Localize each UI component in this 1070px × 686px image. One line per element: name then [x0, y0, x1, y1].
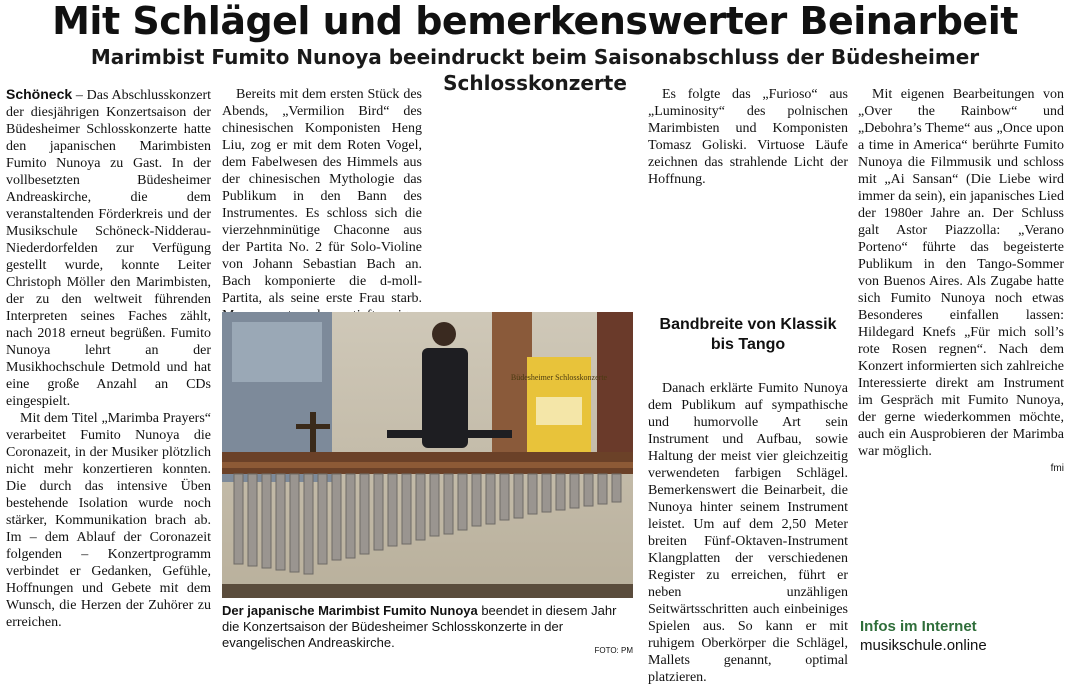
caption-bold: Der japanische Marimbist Fumito Nunoya: [222, 603, 478, 618]
photo-credit: FOTO: PM: [594, 646, 633, 655]
poster-text: Büdesheimer Schlosskonzerte: [510, 373, 608, 382]
article-column-4: [648, 86, 848, 308]
musician-head: [432, 322, 456, 346]
paragraph-3: Bereits mit dem ersten Stück des Abends, „Vermilion Bird“ des chinesischen Komponisten Heng Liu, zog er mit dem Roten Vogel, dem Fabelwesen des Himmels aus der chinesischen Mythologie das Publikum in den Bann des Instrumentes. Es schloss sich die vierzehnminütige Chaconne aus der Partita No. 2 für Solo-Violine von Johann Sebastian Bach an. Bach komponierte die d-moll-Partita, als seine erste Frau starb.: [222, 87, 422, 306]
paragraph-4: Es folgte das „Furioso“ aus „Luminosity“ des polnischen Marimbisten und Komponisten Tomasz Goliski. Virtuose Läufe zeichnen das strahlende Licht der Hoffnung.: [648, 87, 848, 187]
paragraph-6: Mit eigenen Bearbeitungen von „Over the Rainbow“ und „Debohra’s Theme“ aus „Once upon a time in America“ berührte Fumito Nunoya die Filmmusik und schloss mit „Ai Sansan“ (Die Liebe wird immer da sein), ein japanisches Lied der 1980er Jahre an. Der Schluss galt Astor Piazzolla: „Verano Porteno“ führte das begeisterte Publikum in den Tango-Sommer von Buenos Aires. Als Zugabe hatte sich Fumito Nunoya noch etwas Besonderes einfallen lassen: Hildegard Knefs „Für mich soll’s rote Rosen regnen“. Nach dem Konzert informierten sich zahlreiche Interessierte direkt am Instrument im Gespräch mit Fumito Nunoya, der gerne wiederkommen möchte, auch ein Ausprobieren der Marimba war möglich.: [858, 87, 1064, 459]
paragraph-2: Mit dem Titel „Marimba Prayers“ verarbeitet Fumito Nunoya die Coronazeit, in der Musiker plötzlich nicht mehr konzertieren konnten. Die durch das intensive Üben bestehende Isolation wurde noch stärker, Kommunikation brach ab. Im – dem Ablauf der Coronazeit folgenden – Konzertprogramm verbindet er Gedanken, Gefühle, Hoffnungen und Gebete mit dem Wunsch, die Herzen der Zuhörer zu erreichen.: [6, 411, 211, 630]
author-initials: fmi: [1050, 463, 1064, 474]
paragraph-5: Danach erklärte Fumito Nunoya dem Publikum auf sympathische und humorvolle Art sein Instrument und Aufbau, sowie Haltung der meist vier gleichzeitig verwendeten farbigen Schlägel. Bemerkenswert die Beinarbeit, die Nunoya hinter seinem Instrument leistet. Um auf dem 2,50 Meter breiten Fünf-Oktaven-Instrument Klangplatten der verschiedenen Register zu erreichen, führt er neben unzähligen Seitwärtsschritten auch einbeiniges Spielen aus. So kann er mit ruhigem Oberkörper die Schlägel, Mallets genannt, optimal platzieren.: [648, 381, 848, 685]
article-column-3: [428, 86, 636, 308]
article-column-4-bottom: [648, 380, 848, 685]
article-photo: [222, 312, 633, 598]
info-box-title: Infos im Internet: [860, 618, 977, 635]
section-subheading: Bandbreite von Klassik bis Tango: [659, 316, 837, 353]
musician-body: [422, 348, 468, 448]
photo-caption: [222, 603, 633, 651]
paragraph-1-text: – Das Abschlusskonzert der diesjährigen Konzertsaison der Büdesheimer Schlosskonzerte hatte den japanischen Marimbisten Fumito Nunoya zu Gast. In der vollbesetzten Büdesheimer Andreaskirche, die dem veranstaltenden Förderkreis und der Musikschule Schöneck-Nidderau-Niederdorfelden zur Verfügung gestellt wurde, konnte Leiter Christoph Möller den Marimbisten, der zu den weltweit führenden Interpreten seines Faches zählt, nach 2018 erneut begrüßen. Fumito Nunoya lehrt an der Musikhochschule Detmold und hat eine große Anzahl an CDs eingespielt.: [6, 88, 211, 409]
subheadline: Marimbist Fumito Nunoya beeindruckt beim Saisonabschluss der Büdesheimer Schlosskonzerte: [90, 45, 980, 95]
wood-panel: [492, 312, 532, 462]
headline: Mit Schlägel und bemerkenswerter Beinarbeit: [52, 0, 1018, 43]
marimba-photo-illustration: [222, 312, 633, 598]
article-column-2: [222, 86, 422, 308]
dateline: Schöneck: [6, 86, 73, 102]
article-column-5: [858, 86, 1064, 666]
article-column-1: [6, 86, 211, 666]
info-url-link[interactable]: musikschule.online: [860, 637, 987, 654]
paragraph-intro: [6, 86, 211, 410]
caption-text: beendet in diesem Jahr die Konzertsaison der Büdesheimer Schlosskonzerte in der evangelischen Andreaskirche.: [222, 603, 617, 650]
